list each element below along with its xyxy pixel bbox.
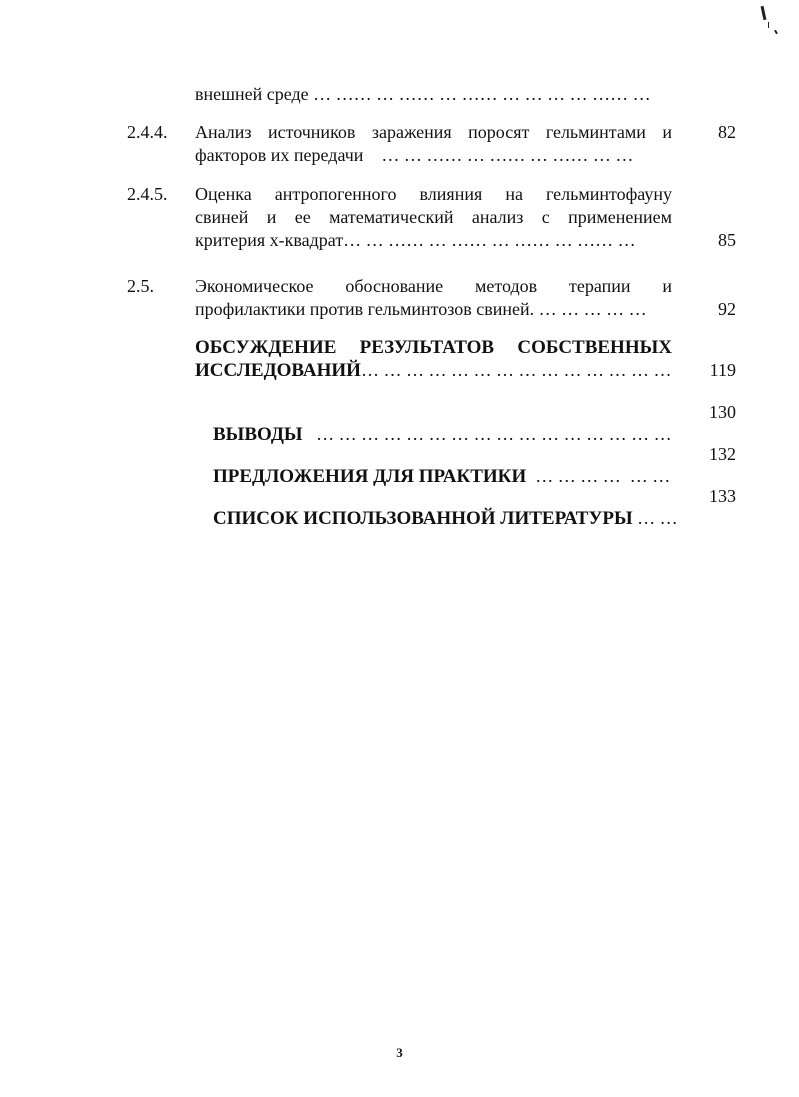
toc-entry-continuation: [195, 83, 672, 105]
toc-section-line: [195, 485, 678, 552]
toc-entry-text: свиней и ее математический анализ с применением: [195, 207, 672, 227]
toc-section-title: ВЫВОДЫ: [213, 424, 303, 445]
toc-section-page: 132: [709, 444, 736, 464]
toc-entry-text: Оценка антропогенного влияния на гельминтофауну: [195, 184, 672, 204]
toc-entry-number: 2.4.4.: [127, 122, 168, 142]
toc-entry-text: внешней среде … …… … …… … …… … … … … …… …: [195, 84, 651, 104]
scan-mark: [774, 30, 778, 34]
toc-leader-dots: … …: [632, 508, 678, 528]
scan-mark: [761, 6, 767, 20]
toc-section-page: 119: [709, 360, 736, 380]
toc-entry-number: 2.4.5.: [127, 184, 168, 204]
toc-section-page: 133: [709, 486, 736, 506]
toc-leader-dots: … … … … … … … … … … … … … … … …: [302, 424, 672, 444]
toc-entry-page: 85: [718, 230, 736, 250]
toc-leader-dots: … … … … … …: [526, 466, 671, 486]
toc-leader-dots: … … … … … … … … … … … … … …: [360, 360, 672, 380]
toc-entry-text: факторов их передачи … … …… … …… … …… … …: [195, 145, 634, 165]
scan-mark: [768, 22, 769, 28]
toc-section-title: ПРЕДЛОЖЕНИЯ ДЛЯ ПРАКТИКИ: [213, 466, 527, 487]
toc-entry-number: 2.5.: [127, 276, 154, 296]
toc-entry-page: 92: [718, 299, 736, 319]
toc-section-title: ОБСУЖДЕНИЕ РЕЗУЛЬТАТОВ СОБСТВЕННЫХ: [195, 337, 672, 358]
toc-entry-text: Анализ источников заражения поросят гельминтами и: [195, 122, 672, 142]
toc-entry-text: профилактики против гельминтозов свиней. … … … … …: [195, 299, 647, 319]
toc-section-title: ИССЛЕДОВАНИЙ: [195, 360, 361, 381]
toc-entry-text: критерия х-квадрат… … …… … …… … …… … …… …: [195, 230, 636, 250]
toc-section-page: 130: [709, 402, 736, 422]
toc-section-title: СПИСОК ИСПОЛЬЗОВАННОЙ ЛИТЕРАТУРЫ: [213, 508, 633, 529]
page-number: 3: [396, 1045, 403, 1060]
toc-entry-text: Экономическое обоснование методов терапии и: [195, 276, 672, 296]
toc-section-line: [195, 359, 672, 382]
toc-entry-page: 82: [718, 122, 736, 142]
